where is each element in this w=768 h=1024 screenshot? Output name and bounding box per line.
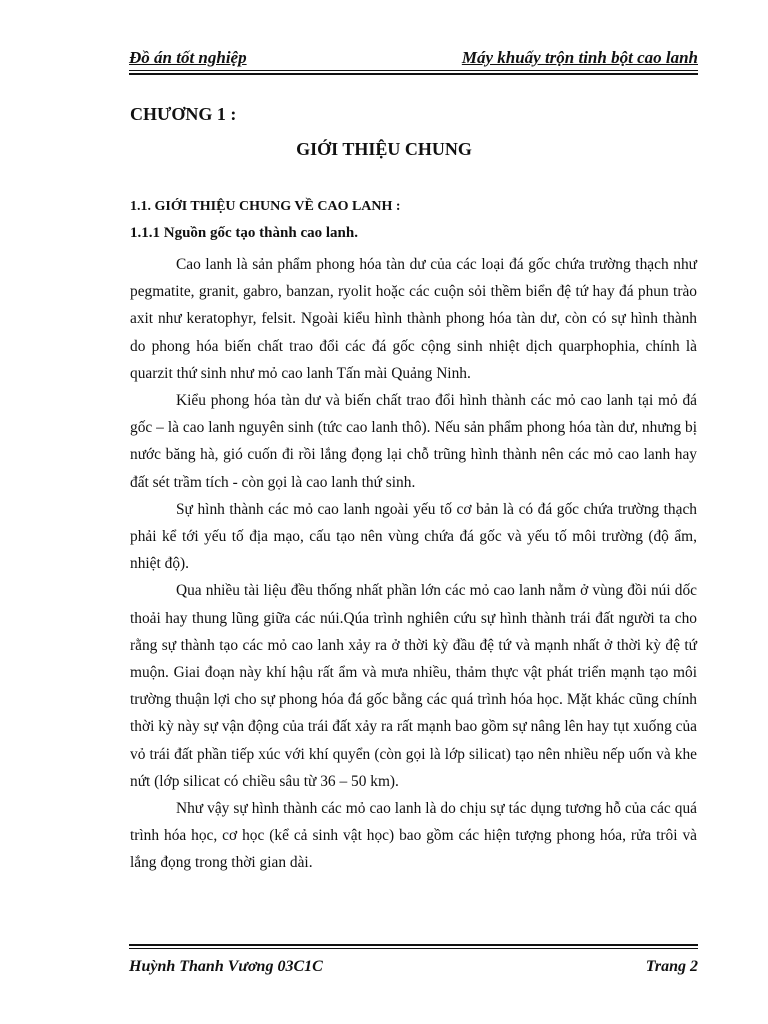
- footer-page-number: Trang 2: [645, 958, 698, 975]
- chapter-number: CHƯƠNG 1 :: [130, 104, 237, 124]
- header-rule-double: [129, 73, 698, 75]
- page-header: [129, 46, 698, 76]
- body-text: [130, 251, 697, 877]
- section-heading: 1.1. GIỚI THIỆU CHUNG VỀ CAO LANH :: [130, 199, 401, 214]
- header-document-title: Máy khuấy trộn tinh bột cao lanh: [461, 48, 698, 67]
- subsection-heading: 1.1.1 Nguồn gốc tạo thành cao lanh.: [130, 225, 358, 241]
- paragraph-2: Kiểu phong hóa tàn dư và biến chất trao đổi hình thành các mỏ cao lanh tại mỏ đá gốc – là cao lanh nguyên sinh (tức cao lanh thô). Nếu sản phẩm phong hóa tàn dư, nhưng bị nước băng hà, gió cuốn đi rồi lắng đọng lại chỗ trũng hình thành nên các mỏ cao lanh hay đất sét trầm tích - còn gọi là cao lanh thứ sinh.: [130, 392, 697, 491]
- chapter-title: GIỚI THIỆU CHUNG: [296, 139, 472, 159]
- paragraph-4: Qua nhiều tài liệu đều thống nhất phần lớn các mỏ cao lanh nằm ở vùng đồi núi dốc thoải hay thung lũng giữa các núi.Qúa trình nghiên cứu sự hình thành trái đất người ta cho rằng sự thành tạo các mỏ cao lanh xảy ra ở thời kỳ đầu đệ tứ và mạnh nhất ở thời kỳ đệ tứ muộn. Giai đoạn này khí hậu rất ẩm và mưa nhiều, thảm thực vật phát triển mạnh tạo môi trường thuận lợi cho sự phong hóa đá gốc bằng các quá trình hóa học. Mặt khác cũng chính thời kỳ này sự vận động của trái đất xảy ra rất mạnh bao gồm sự nâng lên hay tụt xuống của vỏ trái đất phần tiếp xúc với khí quyển (còn gọi là lớp silicat) tạo nên nhiều nếp uốn và khe nứt (lớp silicat có chiều sâu từ 36 – 50 km).: [130, 582, 697, 790]
- footer-author: Huỳnh Thanh Vương 03C1C: [129, 958, 323, 975]
- footer-rule-double: [129, 944, 698, 946]
- header-project-title: Đồ án tốt nghiệp: [129, 48, 247, 67]
- header-rule: [129, 70, 698, 71]
- paragraph-3: Sự hình thành các mỏ cao lanh ngoài yếu tố cơ bản là có đá gốc chứa trường thạch phải kể tới yếu tố địa mạo, cấu tạo nên vùng chứa đá gốc và yếu tố môi trường (độ ẩm, nhiệt độ).: [130, 500, 697, 573]
- paragraph-1: Cao lanh là sản phẩm phong hóa tàn dư của các loại đá gốc chứa trường thạch như pegmatite, granit, gabro, banzan, ryolit hoặc các cuộn sỏi thềm biển đệ tứ hay đá phun trào axit như keratophyr, felsit. Ngoài kiểu hình thành phong hóa tàn dư, còn có sự hình thành do phong hóa biến chất trao đổi các đá gốc cộng sinh nhiệt dịch quarphophia, chính là quarzit thứ sinh như mỏ cao lanh Tấn mài Quảng Ninh.: [130, 256, 697, 382]
- paragraph-5: Như vậy sự hình thành các mỏ cao lanh là do chịu sự tác dụng tương hỗ của các quá trình hóa học, cơ học (kể cả sinh vật học) bao gồm các hiện tượng phong hóa, rửa trôi và lắng đọng trong thời gian dài.: [130, 800, 697, 872]
- page-footer: [129, 944, 698, 984]
- footer-rule: [129, 948, 698, 949]
